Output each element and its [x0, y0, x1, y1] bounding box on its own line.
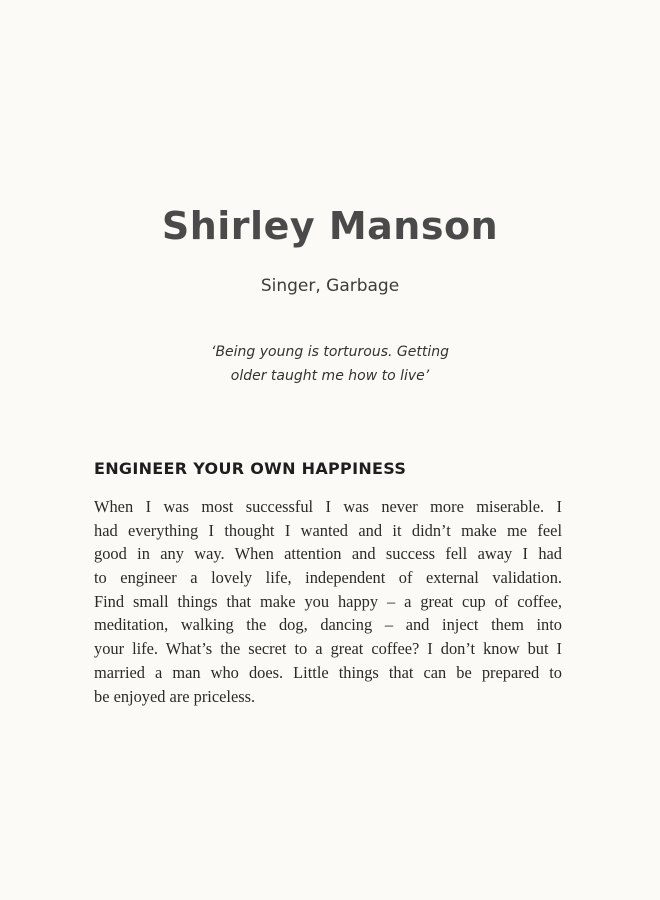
body-line-5: Find small things that make you happy – a great cup of coffee, [94, 591, 562, 611]
body-line-2: had everything I thought I wanted and it didn’t make me feel [94, 520, 562, 540]
body-line-4: to engineer a lovely life, independent of external validation. [94, 568, 562, 588]
page-subtitle: Singer, Garbage [260, 276, 400, 296]
pull-quote [0, 340, 660, 388]
section-heading: ENGINEER YOUR OWN HAPPINESS [94, 459, 407, 478]
body-line-7: your life. What’s the secret to a great coffee? I don’t know but I [94, 639, 562, 659]
body-paragraph [94, 495, 562, 708]
quote-line-1: ‘Being young is torturous. Getting [211, 344, 449, 360]
page-title: Shirley Manson [161, 204, 499, 248]
body-line-6: meditation, walking the dog, dancing – and inject them into [94, 615, 562, 635]
body-line-3: good in any way. When attention and success fell away I had [94, 544, 562, 564]
body-line-1: When I was most successful I was never more miserable. I [94, 497, 562, 516]
quote-line-2: older taught me how to live’ [230, 368, 430, 384]
body-line-9: be enjoyed are priceless. [94, 686, 256, 706]
body-line-8: married a man who does. Little things that can be prepared to [94, 662, 562, 682]
